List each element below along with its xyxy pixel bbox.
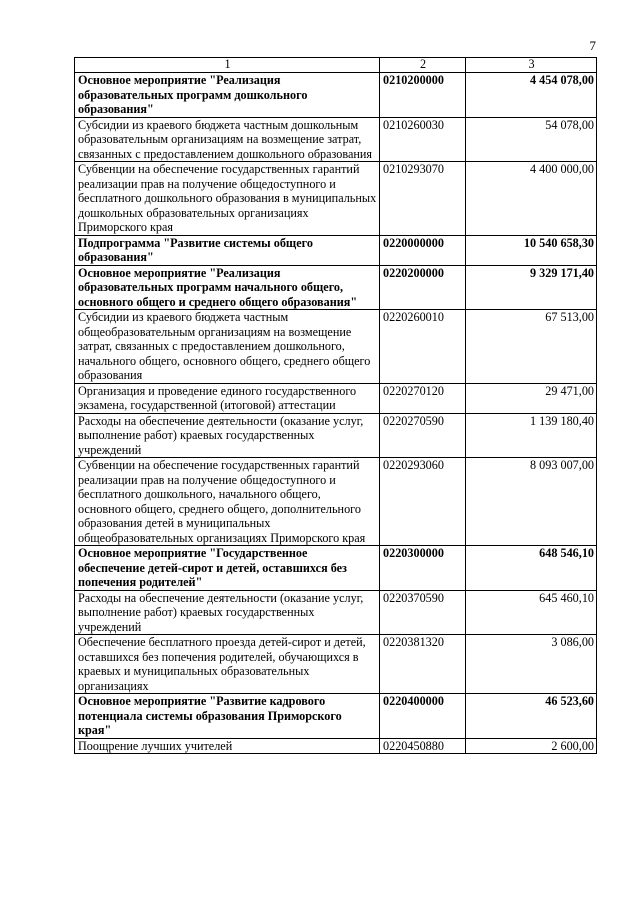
column-header-amount: 3	[466, 58, 597, 73]
table-row	[75, 413, 597, 458]
column-header-name: 1	[75, 58, 380, 73]
row-name: Основное мероприятие "Государственное обеспечение детей-сирот и детей, оставшихся без попечения родителей"	[75, 546, 380, 591]
table-header-row	[75, 58, 597, 73]
row-code: 0220200000	[380, 265, 466, 310]
column-header-code: 2	[380, 58, 466, 73]
table-row	[75, 162, 597, 236]
row-name: Поощрение лучших учителей	[75, 738, 380, 754]
row-name: Подпрограмма "Развитие системы общего образования"	[75, 235, 380, 265]
row-name: Основное мероприятие "Реализация образовательных программ дошкольного образования"	[75, 73, 380, 118]
row-code: 0220293060	[380, 458, 466, 546]
row-code: 0220000000	[380, 235, 466, 265]
row-name: Расходы на обеспечение деятельности (оказание услуг, выполнение работ) краевых государственных учреждений	[75, 413, 380, 458]
row-amount: 67 513,00	[466, 310, 597, 384]
row-amount: 3 086,00	[466, 635, 597, 694]
row-code: 0210260030	[380, 117, 466, 162]
row-name: Основное мероприятие "Развитие кадрового потенциала системы образования Приморского края"	[75, 694, 380, 739]
row-code: 0210200000	[380, 73, 466, 118]
table-row	[75, 383, 597, 413]
table-row	[75, 117, 597, 162]
row-amount: 9 329 171,40	[466, 265, 597, 310]
row-code: 0220300000	[380, 546, 466, 591]
table-row	[75, 73, 597, 118]
table-row	[75, 590, 597, 635]
table-row	[75, 694, 597, 739]
table-row	[75, 310, 597, 384]
table-row	[75, 738, 597, 754]
row-name: Субсидии из краевого бюджета частным общеобразовательным организациям на возмещение затрат, связанных с предоставлением дошкольного, начального общего, основного общего, среднего общего образования	[75, 310, 380, 384]
row-code: 0220260010	[380, 310, 466, 384]
row-name: Обеспечение бесплатного проезда детей-сирот и детей, оставшихся без попечения родителей, обучающихся в краевых и муниципальных образовательных организациях	[75, 635, 380, 694]
row-name: Основное мероприятие "Реализация образовательных программ начального общего, основного общего и среднего общего образования"	[75, 265, 380, 310]
table-row	[75, 458, 597, 546]
row-amount: 648 546,10	[466, 546, 597, 591]
row-code: 0220270120	[380, 383, 466, 413]
row-code: 0220400000	[380, 694, 466, 739]
row-amount: 1 139 180,40	[466, 413, 597, 458]
row-amount: 46 523,60	[466, 694, 597, 739]
row-name: Субсидии из краевого бюджета частным дошкольным образовательным организациям на возмещение затрат, связанных с предоставлением дошкольного образования	[75, 117, 380, 162]
row-amount: 4 454 078,00	[466, 73, 597, 118]
table-row	[75, 546, 597, 591]
row-code: 0210293070	[380, 162, 466, 236]
row-amount: 29 471,00	[466, 383, 597, 413]
table-row	[75, 235, 597, 265]
table-body	[75, 73, 597, 754]
page-number: 7	[589, 38, 596, 53]
row-code: 0220450880	[380, 738, 466, 754]
row-name: Субвенции на обеспечение государственных гарантий реализации прав на получение общедоступного и бесплатного дошкольного образования в муниципальных дошкольных образовательных организациях Приморского края	[75, 162, 380, 236]
budget-table	[74, 57, 597, 754]
row-amount: 8 093 007,00	[466, 458, 597, 546]
row-amount: 4 400 000,00	[466, 162, 597, 236]
row-amount: 2 600,00	[466, 738, 597, 754]
row-amount: 645 460,10	[466, 590, 597, 635]
row-code: 0220381320	[380, 635, 466, 694]
table-row	[75, 635, 597, 694]
row-code: 0220370590	[380, 590, 466, 635]
row-name: Расходы на обеспечение деятельности (оказание услуг, выполнение работ) краевых государственных учреждений	[75, 590, 380, 635]
row-code: 0220270590	[380, 413, 466, 458]
row-name: Организация и проведение единого государственного экзамена, государственной (итоговой) аттестации	[75, 383, 380, 413]
row-amount: 10 540 658,30	[466, 235, 597, 265]
row-name: Субвенции на обеспечение государственных гарантий реализации прав на получение общедоступного и бесплатного дошкольного, начального общего, основного общего, среднего общего, дополнительного образования детей в муниципальных общеобразовательных организациях Приморского края	[75, 458, 380, 546]
table-row	[75, 265, 597, 310]
row-amount: 54 078,00	[466, 117, 597, 162]
